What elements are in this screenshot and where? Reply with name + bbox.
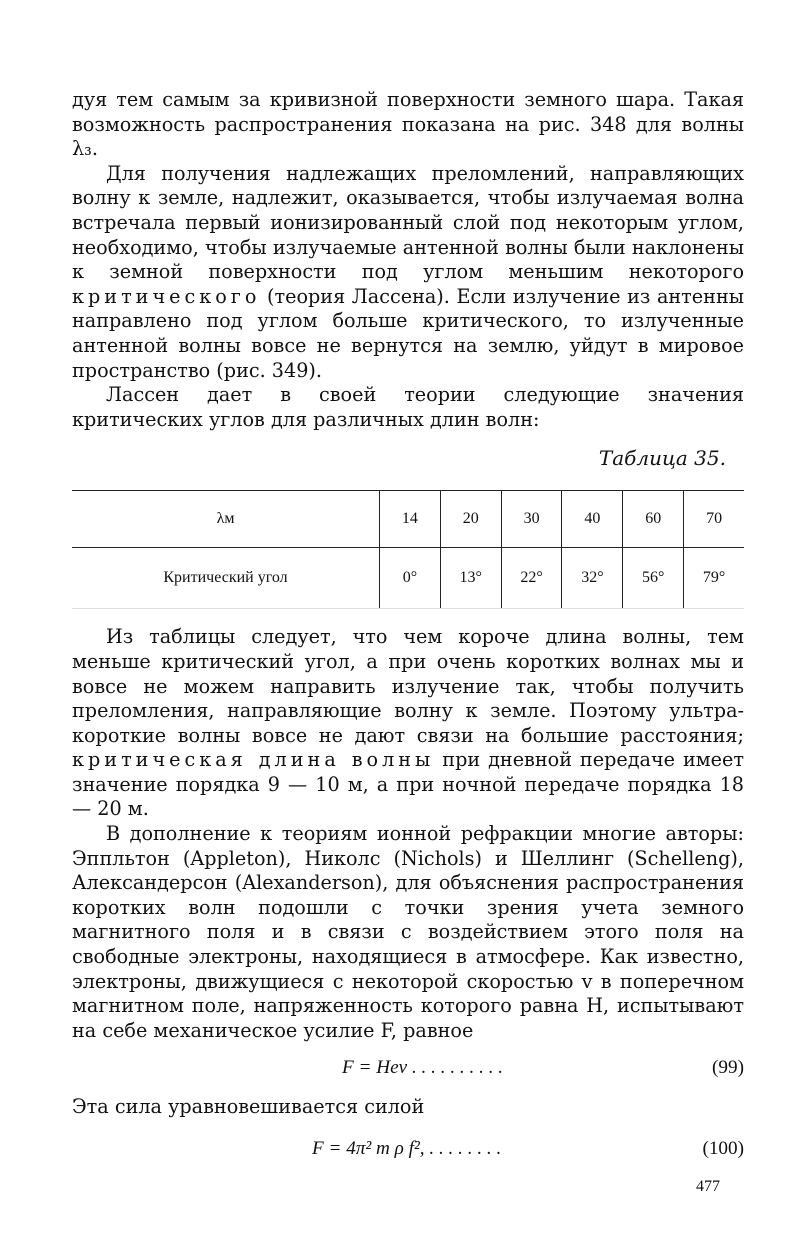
spaced-term-critical-wavelength: критическая длина волны [72,748,435,772]
paragraph-4-text-a: Из таблицы следует, что чем короче длина волны, тем меньше критический угол, а при очень коротких волнах мы и вовсе не можем направить излучение так, чтобы получить преломления, направляющие волну к земле. Поэтому ультра-короткие волны вовсе не дают связи на большие расстояния; [72,625,744,747]
paragraph-2-text-c: (теория Лассена). Если излучение из антенны направлено под углом больше критического, то излученные антенной волны вовсе не вернутся на землю, уйдут в мировое пространство (рис. 349). [72,284,744,382]
paragraph-2-text-a: Для получения надлежащих преломлений, направляющих волну к земле, надлежит, оказывается, чтобы излучаемая волна встречала первый ионизированный слой под некоторым углом, необходимо, чтобы излучаемые антенной волны были наклонены к земной поверхности под углом меньшим некоторого [72,161,744,284]
paragraph-6: Эта сила уравновешивается силой [72,1095,425,1119]
table-header-row [72,491,744,548]
angle-cell: 13° [440,548,501,609]
angle-cell: 22° [501,548,562,609]
wavelength-cell: 20 [440,491,501,548]
paragraph-3: Лассен дает в своей теории следующие значения критических углов для различных длин волн: [72,383,744,431]
formula-99 [72,1057,744,1083]
paragraph-4-text-c: при дневной передаче имеет значение порядка 9 — 10 м, а при ночной передаче порядка 18 — 20 м. [72,748,744,821]
paragraph-1: дуя тем самым за кривизной поверхности земного шара. Такая возможность распространения показана на рис. 348 для волны λ₃. [72,88,744,161]
angle-cell: 32° [562,548,623,609]
angle-cell: 79° [684,548,744,609]
wavelength-cell: 60 [623,491,684,548]
wavelength-cell: 40 [562,491,623,548]
critical-angle-label: Критический угол [72,548,380,609]
page-number: 477 [696,1178,720,1195]
critical-angle-table [72,490,744,609]
wavelength-header: λм [72,491,380,548]
formula-100 [72,1138,744,1164]
angle-cell: 0° [380,548,441,609]
formula-number: (100) [702,1138,744,1159]
paragraph-5: В дополнение к теориям ионной рефракции многие авторы: Эппльтон (Appleton), Николс (Nichols) и Шеллинг (Schelleng), Александерсон (Alexanderson), для объяснения распространения коротких волн подошли с точки зрения учета земного магнитного поля и в связи с воздействием этого поля на свободные электроны, находящиеся в атмосфере. Как известно, электроны, движущиеся с некоторой скоростью v в поперечном магнитном поле, напряженность которого равна H, испытывают на себе механическое усилие F, равное [72,822,744,1042]
spaced-term-critical: критического [72,284,261,308]
wavelength-cell: 14 [380,491,441,548]
formula-expression: F = Hev . . . . . . . . . . [342,1057,504,1079]
formula-expression: F = 4π² m ρ f², . . . . . . . . [312,1138,502,1159]
formula-number: (99) [712,1057,744,1079]
page-body [72,88,744,1196]
wavelength-cell: 30 [501,491,562,548]
table-caption: Таблица 35. [598,446,726,471]
wavelength-cell: 70 [684,491,744,548]
paragraph-4 [72,625,744,822]
angle-cell: 56° [623,548,684,609]
table-row [72,548,744,609]
paragraph-2 [72,162,744,383]
